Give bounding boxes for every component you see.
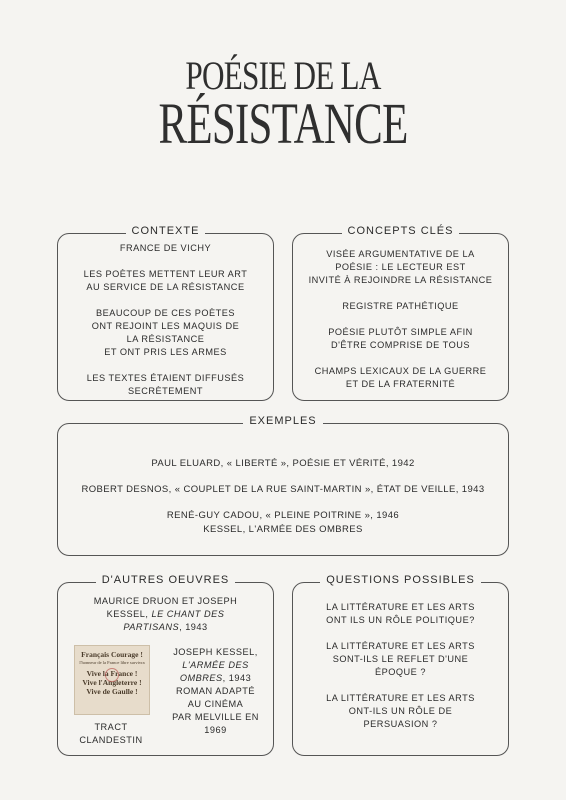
contexte-line: LA RÉSISTANCE bbox=[126, 334, 205, 344]
tract-slogan: Vive l'Angleterre ! bbox=[82, 678, 142, 687]
concepts-line: VISÉE ARGUMENTATIVE DE LA bbox=[326, 249, 475, 259]
contexte-line: ONT REJOINT LES MAQUIS DE bbox=[91, 321, 240, 331]
autres-label: D'AUTRES OEUVRES bbox=[58, 574, 273, 586]
question-line: LA LITTÉRATURE ET LES ARTS bbox=[326, 641, 475, 651]
questions-label: QUESTIONS POSSIBLES bbox=[293, 574, 508, 586]
question-line: LA LITTÉRATURE ET LES ARTS bbox=[326, 602, 475, 612]
concepts-line: POÉSIE : LE LECTEUR EST bbox=[335, 262, 466, 272]
questions-text bbox=[293, 601, 508, 731]
stamp-mark bbox=[105, 668, 119, 682]
exemples-label: EXEMPLES bbox=[58, 415, 508, 427]
tract-caption-line: CLANDESTIN bbox=[79, 735, 143, 745]
concepts-line: CHAMPS LEXICAUX DE LA GUERRE bbox=[314, 366, 487, 376]
tract-heading: Français Courage ! bbox=[81, 650, 143, 659]
tract-slogan: Vive de Gaulle ! bbox=[86, 687, 138, 696]
question-line: ONT-ILS UN RÔLE DE bbox=[348, 706, 453, 716]
contexte-line: FRANCE DE VICHY bbox=[119, 243, 212, 253]
tract-caption-line: TRACT bbox=[94, 722, 128, 732]
kessel-line: JOSEPH KESSEL, bbox=[173, 647, 258, 657]
concepts-text bbox=[293, 248, 508, 391]
contexte-line: LES TEXTES ÉTAIENT DIFFUSÉS bbox=[86, 373, 245, 383]
concepts-box bbox=[292, 225, 509, 401]
title-line-1: POÉSIE DE LA bbox=[185, 53, 381, 98]
tract-subheading: l'honneur de la France libre survivra bbox=[79, 660, 145, 665]
druon-line: PARTISANS, 1943 bbox=[123, 622, 208, 632]
concepts-line: INVITÉ À REJOINDRE LA RÉSISTANCE bbox=[308, 275, 493, 285]
concepts-line: ET DE LA FRATERNITÉ bbox=[345, 379, 456, 389]
contexte-label: CONTEXTE bbox=[58, 225, 273, 237]
exemple-item: KESSEL, L'ARMÉE DES OMBRES bbox=[203, 524, 363, 535]
tract-caption bbox=[66, 721, 156, 747]
question-line: PERSUASION ? bbox=[363, 719, 438, 729]
contexte-line: AU SERVICE DE LA RÉSISTANCE bbox=[86, 282, 245, 292]
exemple-item: RENÉ-GUY CADOU, « PLEINE POITRINE », 1946 bbox=[166, 510, 400, 521]
question-line: ONT ILS UN RÔLE POLITIQUE? bbox=[326, 615, 475, 625]
contexte-line: BEAUCOUP DE CES POÈTES bbox=[96, 308, 235, 318]
kessel-text bbox=[162, 646, 269, 737]
tract-slogan: Vive la France ! bbox=[86, 669, 138, 678]
druon-text bbox=[58, 595, 273, 634]
druon-line: KESSEL, LE CHANT DES bbox=[106, 609, 225, 619]
exemple-item: ROBERT DESNOS, « COUPLET DE LA RUE SAINT-MARTIN », ÉTAT DE VEILLE, 1943 bbox=[81, 484, 485, 495]
autres-box bbox=[57, 574, 274, 756]
kessel-line: 1969 bbox=[204, 725, 227, 735]
tract-image bbox=[74, 645, 150, 715]
concepts-label: CONCEPTS CLÉS bbox=[293, 225, 508, 237]
kessel-line: ROMAN ADAPTÉ bbox=[175, 686, 255, 696]
kessel-line: AU CINÉMA bbox=[187, 699, 244, 709]
question-line: ÉPOQUE ? bbox=[375, 667, 426, 677]
druon-line: MAURICE DRUON ET JOSEPH bbox=[93, 596, 238, 606]
contexte-text bbox=[58, 242, 273, 398]
question-line: LA LITTÉRATURE ET LES ARTS bbox=[326, 693, 475, 703]
concepts-line: POÉSIE PLUTÔT SIMPLE AFIN bbox=[328, 327, 473, 337]
exemples-box bbox=[57, 415, 509, 556]
concepts-line: REGISTRE PATHÉTIQUE bbox=[342, 301, 459, 311]
exemple-item: PAUL ELUARD, « LIBERTÉ », POÉSIE ET VÉRITÉ, 1942 bbox=[151, 458, 415, 469]
concepts-line: D'ÊTRE COMPRISE DE TOUS bbox=[330, 340, 470, 350]
contexte-line: LES POÈTES METTENT LEUR ART bbox=[83, 269, 248, 279]
kessel-line: PAR MELVILLE EN bbox=[172, 712, 259, 722]
contexte-line: SECRÈTEMENT bbox=[128, 386, 203, 396]
questions-box bbox=[292, 574, 509, 756]
contexte-box bbox=[57, 225, 274, 401]
title-line-2: RÉSISTANCE bbox=[158, 91, 408, 156]
kessel-line: OMBRES, 1943 bbox=[179, 673, 252, 683]
kessel-line: L'ARMÉE DES bbox=[182, 660, 249, 670]
contexte-line: ET ONT PRIS LES ARMES bbox=[104, 347, 227, 357]
question-line: SONT-ILS LE REFLET D'UNE bbox=[332, 654, 469, 664]
